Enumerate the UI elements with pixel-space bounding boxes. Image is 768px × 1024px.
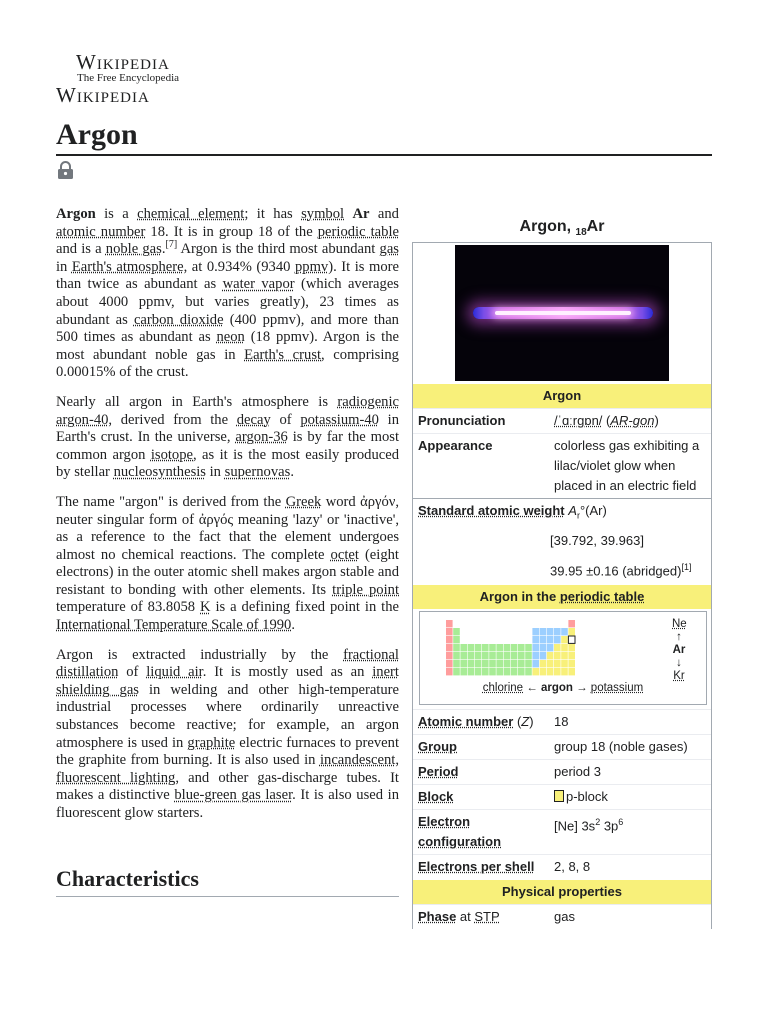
text-run: . [161, 241, 166, 258]
pt-down-arrow: ↓ [676, 656, 682, 669]
pt-cell [554, 660, 561, 667]
saw-abridged-row [413, 554, 711, 584]
pronunciation-respell-link[interactable]: AR-gon [610, 413, 655, 428]
row-label-symbol: Z [521, 713, 530, 729]
infobox-row [413, 759, 711, 784]
pt-cell [561, 628, 568, 635]
infobox [412, 214, 712, 929]
row-label-link[interactable]: Group [418, 738, 457, 754]
article-link[interactable]: Earth's atmosphere [71, 258, 184, 275]
text-run: , at 0.934% (9340 [183, 258, 295, 275]
pt-cell [525, 652, 532, 659]
row-value-text: 18 [554, 713, 569, 729]
paragraph-origin [56, 394, 399, 482]
pt-cell [460, 644, 467, 651]
pt-cell [511, 668, 518, 675]
text-run: The name "argon" is derived from the [56, 493, 286, 510]
pt-cell [496, 668, 503, 675]
article-link[interactable]: radiogenic [337, 393, 399, 410]
article-link[interactable]: noble gas [105, 241, 162, 258]
appearance-label: Appearance [418, 438, 493, 453]
article-link[interactable]: incandescent [319, 752, 396, 769]
row-label-link[interactable]: Period [418, 763, 459, 779]
article-link[interactable]: triple point [332, 581, 399, 598]
pt-cell [561, 644, 568, 651]
article-link[interactable]: potassium-40 [300, 411, 379, 428]
article-link[interactable]: Greek [285, 493, 322, 510]
pt-head-link[interactable]: periodic table [559, 588, 645, 604]
paren: ( [513, 713, 522, 729]
infobox-header-periodic-table [413, 584, 711, 609]
text-run: . [290, 464, 294, 481]
pt-head-text: Argon in the [479, 588, 560, 604]
row-value [548, 785, 711, 809]
pt-cell [532, 668, 539, 675]
pt-cell [518, 652, 525, 659]
pt-cell [475, 668, 482, 675]
article-link[interactable]: fractional distillation [56, 646, 399, 681]
article-link[interactable]: atomic number [56, 223, 146, 240]
citation-link[interactable]: [7] [165, 239, 178, 251]
pronunciation-label: Pronunciation [418, 413, 506, 428]
pt-cell [446, 636, 453, 643]
pt-cell [453, 628, 460, 635]
row-value-text: 2, 8, 8 [554, 858, 591, 874]
pt-symbol: Ar [672, 643, 686, 656]
pt-cell [568, 660, 575, 667]
pt-cell [540, 636, 547, 643]
row-value-text: 3p [600, 818, 619, 834]
text-run: electric furnaces to prevent the graphite from burning. It is also used in [56, 734, 399, 769]
pt-cell [540, 628, 547, 635]
infobox-header-name: Argon [413, 383, 711, 408]
text-run: word ἀργόν, neuter singular form of ἀργός meaning 'lazy' or 'inactive', as a reference to the fact that the element undergoes almost no chemical reactions. The complete [56, 493, 400, 563]
row-appearance [413, 433, 711, 498]
text-run: , comprising 0.00015% of the crust. [56, 346, 399, 381]
text-run: is a defining fixed point in the [210, 599, 399, 616]
text-run: , as it is the most easily produced by stellar [56, 446, 399, 481]
article-body [56, 206, 399, 835]
text-run: (18 ppmv). Argon is the most abundant noble gas in [56, 329, 400, 363]
text-run: Argon is the third most abundant [177, 241, 380, 258]
infobox-row [413, 809, 711, 854]
phase-at: at [456, 908, 475, 924]
pt-cell [446, 644, 453, 651]
infobox-caption [412, 214, 712, 242]
pt-cell [460, 660, 467, 667]
pt-right-arrow: → [572, 681, 591, 694]
text-run: . [291, 617, 296, 634]
article-link[interactable]: blue-green gas laser [174, 787, 293, 804]
pt-cell [554, 652, 561, 659]
text-run: , [395, 752, 399, 769]
pt-cell [532, 644, 539, 651]
pt-cell [504, 660, 511, 667]
logo-wordmark-2: Wikipedia [56, 83, 150, 107]
row-value-text: group 18 (noble gases) [554, 738, 688, 754]
pt-cell [475, 660, 482, 667]
pt-left-link[interactable]: chlorine [482, 681, 524, 694]
pt-cell [547, 652, 554, 659]
pt-cell [453, 644, 460, 651]
pt-cell [489, 668, 496, 675]
superscript: 6 [618, 816, 624, 827]
pt-cell [496, 652, 503, 659]
infobox-table [412, 242, 712, 929]
article-link[interactable]: isotope [150, 446, 194, 463]
article-link[interactable]: gas [379, 241, 399, 258]
pt-cell [568, 628, 575, 635]
pt-cell [568, 644, 575, 651]
row-phase [413, 904, 711, 929]
pt-cell [482, 644, 489, 651]
pt-cell [489, 660, 496, 667]
pt-cell [547, 668, 554, 675]
pt-cell [460, 668, 467, 675]
pt-cell [547, 628, 554, 635]
text-run: (400 ppmv), and more than 500 times as abundant as [56, 311, 399, 346]
bold-term: Ar [352, 206, 370, 222]
article-link[interactable]: argon-40 [56, 411, 109, 428]
pt-cell [518, 660, 525, 667]
pt-cell [540, 644, 547, 651]
pt-cell [504, 644, 511, 651]
pt-cell [532, 660, 539, 667]
standard-atomic-weight-label[interactable] [413, 498, 711, 528]
article-link[interactable]: International Temperature Scale of 1990 [56, 617, 292, 634]
pt-cell [482, 668, 489, 675]
pt-cell [446, 660, 453, 667]
row-label[interactable] [413, 735, 548, 759]
text-run: is a [95, 206, 138, 222]
row-value [548, 855, 711, 879]
text-run: 18. It is in group 18 of the [145, 223, 318, 240]
phase-label [413, 905, 548, 929]
row-value-text: p-block [566, 788, 608, 804]
pt-cell [525, 668, 532, 675]
pt-cell [561, 652, 568, 659]
saw-suffix: °(Ar) [579, 503, 607, 518]
pt-nav [420, 682, 706, 694]
pt-cell [453, 660, 460, 667]
pt-cell [468, 644, 475, 651]
article-link[interactable]: liquid air [146, 664, 203, 681]
pt-cell [453, 668, 460, 675]
saw-range: [39.792, 39.963] [550, 532, 644, 548]
pt-cell [540, 668, 547, 675]
pt-cell [468, 668, 475, 675]
infobox-row [413, 734, 711, 759]
text-run: of [118, 664, 147, 681]
caption-name: Argon, [519, 218, 576, 235]
pt-cell [446, 628, 453, 635]
row-label-link[interactable]: Atomic number [418, 713, 514, 729]
logo-tagline: The Free Encyclopedia [77, 72, 180, 84]
text-run: , and other gas-discharge tubes. It makes a distinctive [56, 769, 399, 804]
article-link[interactable]: neon [216, 329, 245, 346]
wikipedia-logo[interactable] [56, 52, 206, 106]
pt-cell [511, 660, 518, 667]
text-run: . It is also used in fluorescent glow starters. [56, 787, 399, 821]
saw-symbol: A [568, 503, 577, 518]
glow-core [495, 311, 631, 315]
pt-cell [446, 620, 453, 627]
pt-cell [468, 652, 475, 659]
infobox-property-rows [413, 709, 711, 879]
caption-atomic-number: 18 [575, 227, 587, 239]
pt-cell [489, 644, 496, 651]
article-link[interactable]: symbol [301, 206, 345, 222]
article-link[interactable]: K [200, 599, 211, 616]
pt-cell [453, 636, 460, 643]
pt-cell [525, 660, 532, 667]
text-run: and [369, 206, 399, 222]
pronunciation-ipa-link[interactable]: /ˈɑːrɡɒn/ [554, 413, 603, 428]
periodic-table-mini[interactable] [419, 611, 707, 705]
stp-link[interactable]: STP [474, 908, 500, 924]
pt-current: argon [540, 681, 573, 694]
text-run: , derived from the [108, 411, 237, 428]
pt-cell [547, 644, 554, 651]
pt-neighbors [672, 618, 686, 683]
text-run: Nearly all argon in Earth's atmosphere is [56, 393, 338, 410]
saw-ref-link[interactable]: [1] [681, 561, 692, 572]
lock-icon[interactable] [57, 161, 74, 180]
infobox-row [413, 784, 711, 809]
saw-label-link[interactable]: Standard atomic weight [418, 503, 565, 518]
article-link[interactable]: water vapor [222, 276, 295, 293]
text-run: (eight electrons) in the outer atomic shell makes argon stable and resistant to bonding with other elements. Its [56, 546, 399, 598]
pt-cell [554, 668, 561, 675]
article-link[interactable]: inert shielding gas [56, 664, 399, 698]
pt-cell [518, 644, 525, 651]
pt-below-link[interactable]: Kr [673, 669, 685, 682]
pt-cell [561, 636, 568, 643]
text-run: in welding and other high-temperature industrial processes where ordinarily unreactive substances become reactive; for example, an argon atmosphere is used in [56, 681, 399, 751]
pt-above-link[interactable]: Ne [672, 617, 687, 630]
pt-cell [532, 652, 539, 659]
pt-cell [511, 652, 518, 659]
row-value [548, 760, 711, 784]
pt-cell [532, 636, 539, 643]
pt-cell [496, 660, 503, 667]
pt-cell [489, 652, 496, 659]
article-link[interactable]: decay [236, 411, 271, 428]
pt-cell [482, 660, 489, 667]
text-run: in Earth's crust. In the universe, [56, 411, 399, 446]
pt-cell [540, 652, 547, 659]
infobox-row [413, 854, 711, 879]
block-color-swatch [554, 790, 564, 802]
pt-right-link[interactable]: potassium [590, 681, 644, 694]
section-heading-characteristics: Characteristics [56, 866, 399, 897]
row-value [548, 810, 711, 854]
pt-cell [554, 628, 561, 635]
text-run: ). It is more than twice as abundant as [56, 258, 399, 293]
periodic-table-grid [446, 620, 666, 678]
text-run: in [205, 464, 225, 481]
pt-cell [561, 668, 568, 675]
pt-cell [468, 660, 475, 667]
row-value-text: period 3 [554, 763, 601, 779]
text-run: temperature of 83.8058 [56, 599, 201, 616]
article-link[interactable]: chemical element [137, 206, 245, 222]
article-link[interactable]: argon-36 [235, 429, 288, 446]
pt-cell [561, 660, 568, 667]
row-label[interactable] [413, 785, 548, 809]
bold-term: Argon [56, 206, 96, 222]
superscript: 2 [595, 816, 601, 827]
article-link[interactable]: periodic table [317, 223, 399, 240]
article-link[interactable]: carbon dioxide [133, 311, 224, 328]
phase-link[interactable]: Phase [418, 908, 457, 924]
pt-cell [518, 668, 525, 675]
pt-cell-argon [568, 636, 575, 643]
pt-cell [475, 652, 482, 659]
text-run: ; it has [244, 206, 302, 222]
pt-cell [504, 652, 511, 659]
pt-cell [554, 644, 561, 651]
page-title: Argon [56, 118, 712, 156]
row-label[interactable] [413, 810, 548, 854]
pt-cell [482, 652, 489, 659]
row-label[interactable] [413, 760, 548, 784]
saw-sub: r [576, 510, 580, 521]
text-run: Argon is extracted industrially by the [56, 646, 344, 663]
pt-cell [511, 644, 518, 651]
pt-cell [504, 668, 511, 675]
text-run: . It is mostly used as an [202, 664, 373, 681]
text-run: in [56, 258, 72, 275]
row-label[interactable] [413, 855, 548, 879]
logo-wordmark: Wikipedia [76, 50, 170, 74]
article-link[interactable]: Earth's crust [244, 346, 322, 363]
pt-up-arrow: ↑ [676, 630, 682, 643]
row-value-text: [Ne] 3s [554, 818, 596, 834]
caption-symbol: Ar [586, 218, 605, 235]
pt-cell [460, 652, 467, 659]
saw-abridged: 39.95 ±0.16 (abridged) [550, 562, 682, 578]
infobox-row [413, 709, 711, 734]
pt-cell [453, 652, 460, 659]
argon-discharge-tube-image[interactable] [455, 245, 669, 381]
pt-cell [540, 660, 547, 667]
pt-cell [532, 628, 539, 635]
paragraph-uses [56, 647, 399, 823]
pt-cell [568, 652, 575, 659]
article-link[interactable]: fluorescent lighting [56, 769, 176, 786]
row-pronunciation [413, 408, 711, 433]
row-value [548, 710, 711, 734]
phase-value: gas [554, 908, 575, 924]
pt-cell [554, 636, 561, 643]
paren: ) [529, 713, 534, 729]
paragraph-etymology [56, 494, 399, 635]
pt-cell [547, 636, 554, 643]
infobox-header-physical: Physical properties [413, 879, 711, 904]
article-link[interactable]: supernovas [224, 464, 291, 481]
appearance-value: colorless gas exhibiting a lilac/violet glow when placed in an electric field [554, 438, 700, 493]
pronunciation-value: /ˈɑːrɡɒn/ (AR-gon) [554, 413, 659, 428]
pt-cell [568, 620, 575, 627]
pt-cell [547, 660, 554, 667]
pt-cell [446, 652, 453, 659]
row-label-link[interactable]: Electron configuration [418, 813, 502, 849]
article-link[interactable]: octet [330, 546, 359, 563]
pt-cell [496, 644, 503, 651]
article-link[interactable]: ppmv [294, 258, 329, 275]
row-label[interactable] [413, 710, 548, 734]
article-link[interactable]: graphite [187, 734, 236, 751]
text-run: is by far the most common argon [56, 429, 399, 463]
text-run: (which averages about 4000 ppmv, but varies greatly), 23 times as abundant as [56, 276, 399, 328]
text-run: of [270, 411, 301, 428]
pt-left-arrow: ← [523, 681, 541, 694]
row-label-link[interactable]: Block [418, 788, 454, 804]
row-label-link[interactable]: Electrons per shell [418, 858, 535, 874]
row-value [548, 735, 711, 759]
pt-cell [568, 668, 575, 675]
pt-cell [475, 644, 482, 651]
text-run: and is a [56, 241, 106, 258]
pt-cell [446, 668, 453, 675]
paragraph-intro [56, 206, 399, 382]
pt-cell [525, 644, 532, 651]
article-link[interactable]: nucleosynthesis [113, 464, 206, 481]
infobox-image-cell [413, 243, 711, 383]
